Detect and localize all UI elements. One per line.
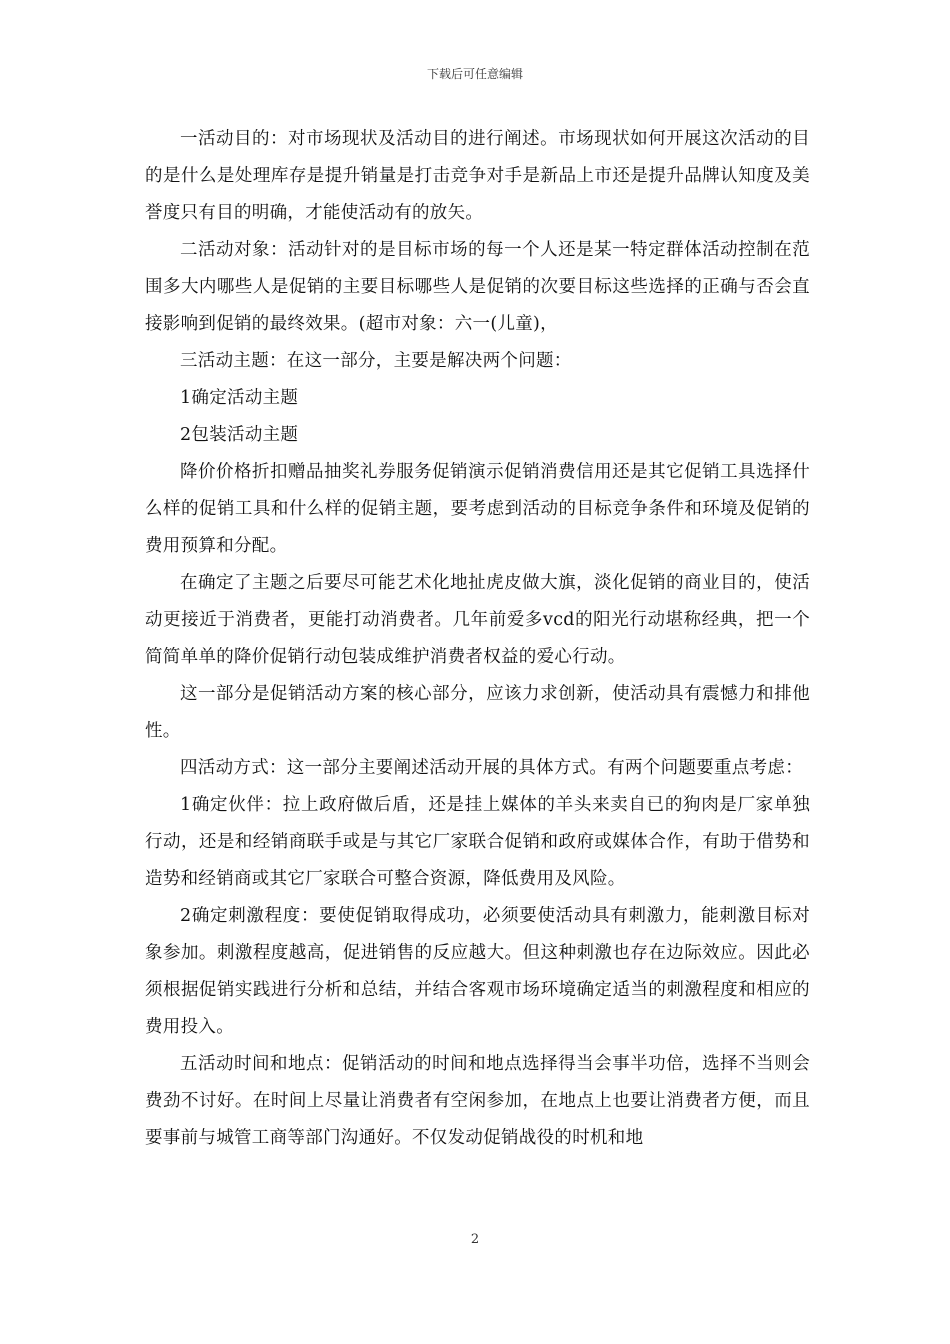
- paragraph-time-and-place: 五活动时间和地点：促销活动的时间和地点选择得当会事半功倍，选择不当则会费劲不讨好。在时间上尽量让消费者有空闲参加，在地点上也要让消费者方便，而且要事前与城管工商等部门沟通好。不仅发动促销战役的时机和地: [145, 1054, 810, 1148]
- paragraph-activity-method: 四活动方式：这一部分主要阐述活动开展的具体方式。有两个问题要重点考虑：: [180, 758, 803, 778]
- paragraph-promotion-tools: 降价价格折扣赠品抽奖礼券服务促销演示促销消费信用还是其它促销工具选择什么样的促销工具和什么样的促销主题，要考虑到活动的目标竞争条件和环境及促销的费用预算和分配。: [145, 462, 810, 556]
- paragraph-activity-target: 二活动对象：活动针对的是目标市场的每一个人还是某一特定群体活动控制在范围多大内哪些人是促销的主要目标哪些人是促销的次要目标这些选择的正确与否会直接影响到促销的最终效果。(超市对象：六一(儿童)，: [145, 240, 810, 334]
- paragraph-core-part: 这一部分是促销活动方案的核心部分，应该力求创新，使活动具有震憾力和排他性。: [145, 684, 810, 741]
- list-item-stimulus-level: 2确定刺激程度：要使促销取得成功，必须要使活动具有刺激力，能刺激目标对象参加。刺激程度越高，促进销售的反应越大。但这种刺激也存在边际效应。因此必须根据促销实践进行分析和总结，并结合客观市场环境确定适当的刺激程度和相应的费用投入。: [145, 906, 810, 1037]
- page-header: 下载后可任意编辑: [426, 67, 523, 81]
- page-number: 2: [470, 1232, 480, 1247]
- document-body: [145, 121, 810, 1157]
- list-item-determine-partner: 1确定伙伴：拉上政府做后盾，还是挂上媒体的羊头来卖自已的狗肉是厂家单独行动，还是和经销商联手或是与其它厂家联合促销和政府或媒体合作，有助于借势和造势和经销商或其它厂家联合可整合资源，降低费用及风险。: [145, 795, 810, 889]
- paragraph-theme-artistry: 在确定了主题之后要尽可能艺术化地扯虎皮做大旗，淡化促销的商业目的，使活动更接近于消费者，更能打动消费者。几年前爱多vcd的阳光行动堪称经典，把一个简简单单的降价促销行动包装成维护消费者权益的爱心行动。: [145, 573, 810, 667]
- paragraph-activity-purpose: 一活动目的：对市场现状及活动目的进行阐述。市场现状如何开展这次活动的目的是什么是处理库存是提升销量是打击竞争对手是新品上市还是提升品牌认知度及美誉度只有目的明确，才能使活动有的放矢。: [145, 129, 810, 223]
- paragraph-activity-theme: 三活动主题：在这一部分，主要是解决两个问题：: [180, 351, 572, 371]
- list-item-determine-theme: 1确定活动主题: [180, 388, 299, 408]
- list-item-package-theme: 2包装活动主题: [180, 425, 299, 445]
